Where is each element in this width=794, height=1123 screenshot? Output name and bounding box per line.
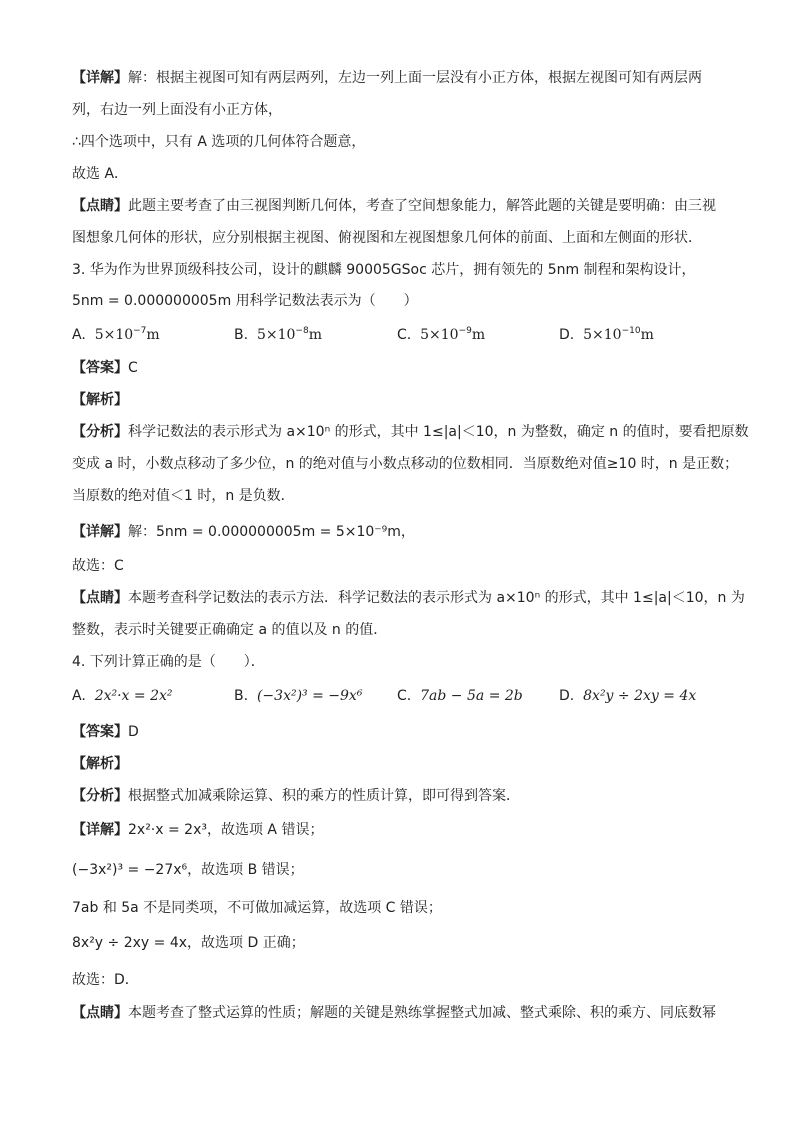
q4-options-row <box>72 686 732 708</box>
q3-option-b: B. $5\times 10^{-8}m$ <box>234 326 322 343</box>
q4-choose-line: 故选：D． <box>72 972 139 988</box>
q4-stem-line: 4. 下列计算正确的是（ ）． <box>72 654 265 670</box>
q4-detail-line-4: 8x²y ÷ 2xy = 4x，故选项 D 正确； <box>72 935 305 951</box>
q3-stem-line-1: 3. 华为作为世界顶级科技公司，设计的麒麟 90005GSoc 芯片，拥有领先的 5nm 制程和架构设计， <box>72 262 696 278</box>
q3-option-c: C. $5\times 10^{-9}m$ <box>397 326 486 343</box>
q2-detail-text-1: 解：根据主视图可知有两层两列，左边一列上面一层没有小正方体，根据左视图可知有两层两 <box>128 70 702 86</box>
q2-comment-line-1 <box>72 196 732 216</box>
comment-tag: 【点睛】 <box>72 198 128 214</box>
q4-option-c: C. 7ab − 5a = 2b <box>397 688 523 704</box>
q4-option-a: A. 2x²·x = 2x² <box>72 688 173 704</box>
q3-answer: C <box>128 360 138 376</box>
q3-stem-line-2: 5nm = 0.000000005m 用科学记数法表示为（ ） <box>72 293 418 309</box>
q3-fenxi-line-3: 当原数的绝对值＜1 时，n 是负数． <box>72 488 295 504</box>
q3-answer-line <box>72 358 732 378</box>
q3-option-a: A. $5\times 10^{-7}m$ <box>72 326 160 343</box>
q3-fenxi-line-1: 【分析】科学记数法的表示形式为 a×10ⁿ 的形式，其中 1≤|a|＜10，n 为整数，确定 n 的值时，要看把原数 <box>72 424 749 440</box>
q2-comment-text-1: 此题主要考查了由三视图判断几何体，考查了空间想象能力，解答此题的关键是要明确：由三视 <box>128 198 716 214</box>
q4-option-d: D. 8x²y ÷ 2xy = 4x <box>559 688 697 704</box>
q4-answer-line: 【答案】D <box>72 724 139 740</box>
q4-analysis-line: 【解析】 <box>72 756 128 772</box>
q2-detail-line-2: 列，右边一列上面没有小正方体， <box>72 102 282 118</box>
q2-therefore-line: ∴四个选项中，只有 A 选项的几何体符合题意， <box>72 134 366 150</box>
q3-comment-line-2: 整数，表示时关键要正确确定 a 的值以及 n 的值． <box>72 622 388 638</box>
q2-detail-line-1 <box>72 68 732 88</box>
detail-tag: 【详解】 <box>72 70 128 86</box>
analysis-tag: 【解析】 <box>72 392 128 408</box>
q4-detail-line-1: 【详解】2x²·x = 2x³，故选项 A 错误； <box>72 822 324 838</box>
q4-comment-line: 【点睛】本题考查了整式运算的性质；解题的关键是熟练掌握整式加减、整式乘除、积的乘方、同底数幂 <box>72 1005 716 1021</box>
q3-detail-line: 【详解】解：5nm = 0.000000005m = 5×10⁻⁹m， <box>72 524 415 540</box>
q4-option-b: B. (−3x²)³ = −9x⁶ <box>234 688 363 704</box>
q3-options-row <box>72 325 732 347</box>
q3-option-d: D. $5\times 10^{-10}m$ <box>559 326 654 343</box>
q4-answer: D <box>128 724 139 740</box>
fenxi-tag: 【分析】 <box>72 424 128 440</box>
q2-choose-line: 故选 A． <box>72 166 129 182</box>
q3-comment-line-1: 【点睛】本题考查科学记数法的表示方法．科学记数法的表示形式为 a×10ⁿ 的形式，其中 1≤|a|＜10，n 为 <box>72 590 745 606</box>
q4-fenxi-line: 【分析】根据整式加减乘除运算、积的乘方的性质计算，即可得到答案． <box>72 788 520 804</box>
q3-fenxi-line-2: 变成 a 时，小数点移动了多少位，n 的绝对值与小数点移动的位数相同．当原数绝对值≥10 时，n 是正数； <box>72 456 739 472</box>
q2-comment-line-2: 图想象几何体的形状，应分别根据主视图、俯视图和左视图想象几何体的前面、上面和左侧面的形状． <box>72 230 702 246</box>
q4-detail-line-3: 7ab 和 5a 不是同类项，不可做加减运算，故选项 C 错误； <box>72 900 442 916</box>
answer-tag: 【答案】 <box>72 360 128 376</box>
q3-analysis-line <box>72 390 732 410</box>
q3-choose-line: 故选：C <box>72 558 124 574</box>
q4-detail-line-2: (−3x²)³ = −27x⁶，故选项 B 错误； <box>72 862 304 878</box>
